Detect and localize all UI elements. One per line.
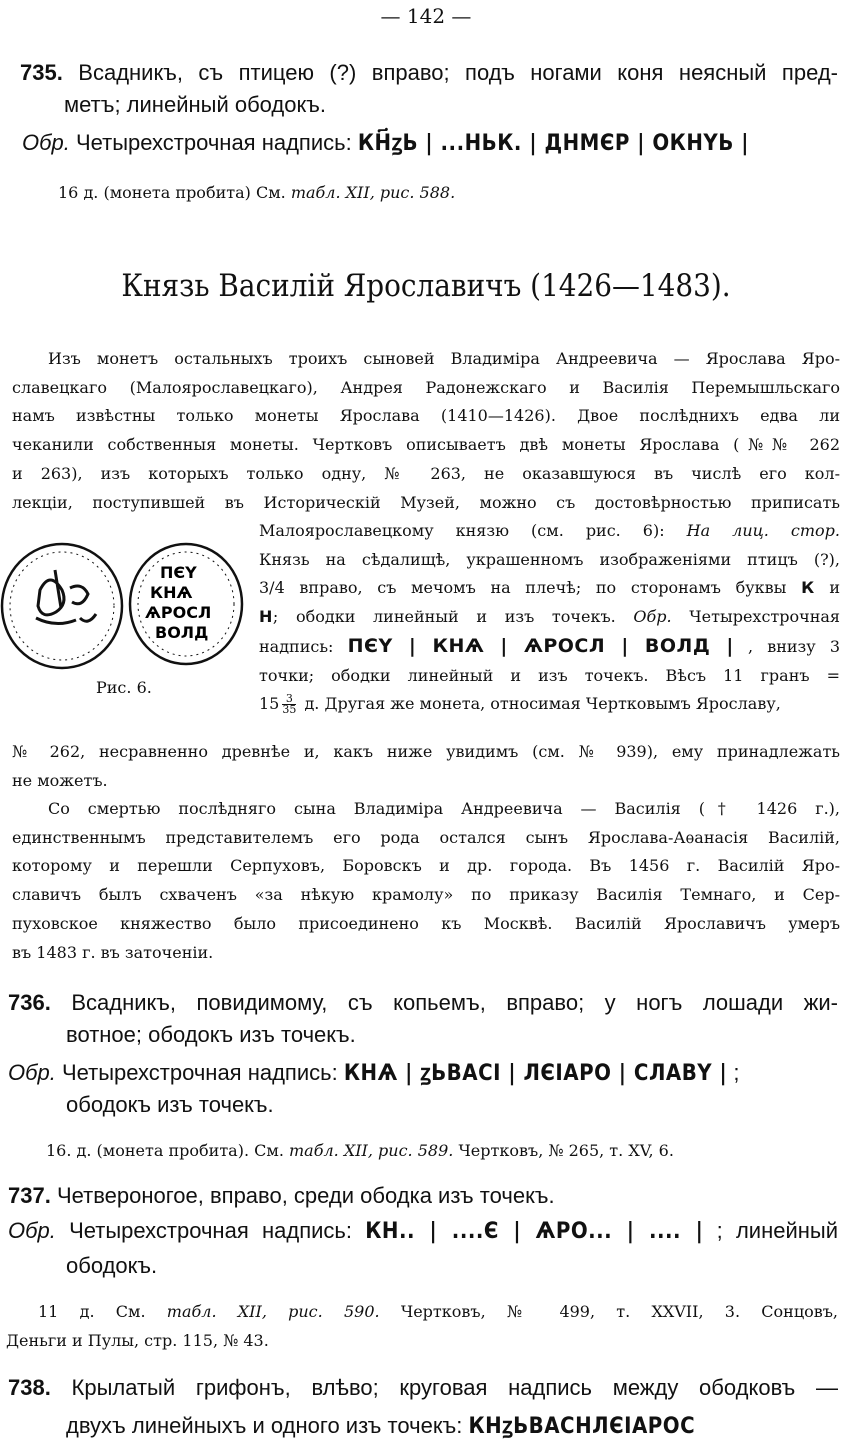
body-line: славецкаго (Малоярославецкаго), Андрея Радонежскаго и Василія Перемышльскаго — [12, 377, 840, 397]
body-italic: Обр. — [633, 607, 672, 627]
reference-table: табл. XII, рис. 588. — [290, 183, 456, 202]
body-line: славичъ былъ схваченъ «за нѣкую крамолу» по приказу Василія Темнаго, и Сер- — [12, 885, 840, 905]
entry-736-reference — [46, 1141, 674, 1160]
body-line — [259, 690, 840, 719]
body-line: точки; ободки линейный и изъ точекъ. Вѣсъ 11 гранъ = — [259, 665, 840, 685]
body-line: Со смертью послѣдняго сына Владиміра Андреевича — Василія († 1426 г.), — [48, 799, 840, 818]
body-paragraph-1 — [12, 345, 840, 517]
body-text: и — [829, 578, 840, 598]
entry-737-obverse — [8, 1218, 838, 1244]
entry-737-reference — [38, 1302, 838, 1321]
svg-text:ПЄҮ: ПЄҮ — [160, 563, 197, 582]
letter: Н — [259, 607, 273, 627]
reference-text: 11 д. См. — [38, 1302, 146, 1321]
body-paragraph-wrap — [259, 517, 840, 719]
obverse-label: Обр. — [8, 1218, 56, 1243]
reference-text: 16. д. (монета пробита). См. — [46, 1141, 284, 1160]
body-line: не можетъ. — [12, 770, 108, 790]
body-paragraph-tail — [12, 738, 840, 795]
entry-737-reference-line2: Деньги и Пулы, стр. 115, № 43. — [6, 1331, 269, 1350]
obverse-label: Обр. — [8, 1060, 56, 1085]
body-line: въ 1483 г. въ заточеніи. — [12, 942, 214, 962]
svg-text:ВОЛД: ВОЛД — [155, 623, 209, 642]
body-text: надпись: — [259, 636, 334, 656]
body-line: единственнымъ представителемъ его рода остался сынъ Ярослава-Аѳанасія Василій, — [12, 827, 840, 847]
body-paragraph-2 — [12, 795, 840, 967]
figure-caption: Рис. 6. — [96, 678, 152, 697]
body-text: , внизу 3 — [748, 636, 841, 656]
body-line: намъ извѣстны только монеты Ярослава (1410—1426). Двое послѣднихъ едва ли — [12, 406, 840, 426]
body-text: Четырехстрочная — [689, 607, 841, 627]
reference-text: 16 д. (монета пробита) См. — [58, 183, 286, 202]
letter: К — [801, 578, 815, 598]
entry-735-reference — [58, 183, 455, 202]
entry-738-line2 — [66, 1410, 695, 1440]
svg-text:КНѦ: КНѦ — [150, 583, 193, 602]
body-line — [259, 603, 840, 632]
inscription: КН҃ꙁЬ | ...НЬК. | ДНМЄР | ОКНҮЬ | — [357, 131, 749, 156]
obverse-tail: ; линейный — [716, 1218, 839, 1243]
weight-denominator: 35 — [282, 703, 297, 717]
body-line — [259, 517, 840, 546]
body-line: которому и перешли Серпуховъ, Боровскъ и др. города. Въ 1456 г. Василій Яро- — [12, 856, 840, 876]
entry-736-line2: вотное; ободокъ изъ точекъ. — [66, 1022, 356, 1047]
reference-text: Чертковъ, № 265, т. XV, 6. — [458, 1141, 674, 1160]
body-line: пуховское княжество было присоединено къ Москвѣ. Василій Ярославичъ умеръ — [12, 913, 840, 933]
body-line: № 262, несравненно древнѣе и, какъ ниже увидимъ (см. № 939), ему принадлежать — [12, 742, 840, 761]
body-text: д. Другая же монета, относимая Чертковымъ Ярославу, — [304, 694, 781, 714]
entry-737-line1 — [8, 1183, 555, 1209]
svg-text:ѦРОСЛ: ѦРОСЛ — [145, 603, 212, 622]
body-line: Князь на сѣдалищѣ, украшенномъ изображеніями птицъ (?), — [259, 549, 840, 569]
inscription: КН.. | ....Є | ѦРО... | .... | — [365, 1219, 704, 1244]
coin-reverse — [130, 544, 242, 664]
entry-737-line3: ободокъ. — [66, 1253, 158, 1278]
reference-table: табл. XII, рис. 590. — [166, 1302, 380, 1321]
entry-736-obverse — [8, 1057, 739, 1087]
reference-text: Чертковъ, № 499, т. XXVII, 3. Сонцовъ, — [400, 1302, 839, 1321]
entry-text: Всадникъ, съ птицею (?) вправо; подъ ногами коня неясный пред- — [78, 60, 838, 85]
entry-text: двухъ линейныхъ и одного изъ точекъ: — [66, 1413, 463, 1438]
entry-736-line4: ободокъ изъ точекъ. — [66, 1092, 274, 1117]
obverse-text: Четырехстрочная надпись: — [69, 1218, 352, 1243]
weight-numerator: 3 — [282, 694, 296, 705]
body-text: Малоярославецкому князю (см. рис. 6): — [259, 521, 665, 540]
entry-number: 737. — [8, 1183, 51, 1208]
body-line: и 263), изъ которыхъ только одну, № 263, не оказавшуюся въ числѣ его кол- — [12, 463, 840, 483]
inscription: КНꙁЬВАСНЛЄІАРОС — [468, 1414, 696, 1439]
entry-738-line1 — [8, 1375, 838, 1401]
weight-whole: 15 — [259, 694, 280, 714]
entry-735-line1 — [20, 60, 838, 86]
body-line — [259, 632, 840, 662]
fraction: 3/4 — [259, 578, 285, 598]
obverse-text: Четырехстрочная надпись: — [61, 1060, 338, 1085]
obverse-text: Четырехстрочная надпись: — [75, 130, 352, 155]
obverse-label: Обр. — [22, 130, 70, 155]
coin-illustration — [0, 530, 245, 675]
body-line: лекціи, поступившей въ Историческій Музей, можно съ достовѣрностью приписать — [12, 492, 840, 512]
entry-text: Четвероногое, вправо, среди ободка изъ точекъ. — [56, 1183, 555, 1208]
obverse-tail: ; — [733, 1060, 740, 1085]
entry-text: Крылатый грифонъ, влѣво; круговая надпись между ободковъ — — [71, 1375, 838, 1400]
body-text: ; ободки линейный и изъ точекъ. — [272, 607, 616, 627]
inscription: ПЄҮ | КНѦ | ѦРОСЛ | ВОЛД | — [347, 634, 734, 657]
coin-figure — [0, 530, 245, 679]
body-line — [259, 574, 840, 603]
body-line: Изъ монетъ остальныхъ троихъ сыновей Владиміра Андреевича — Ярослава Яро- — [48, 349, 840, 368]
entry-text: Всадникъ, повидимому, съ копьемъ, вправо; у ногъ лошади жи- — [71, 990, 838, 1015]
coin-obverse — [2, 544, 122, 668]
section-heading: Князь Василій Ярославичъ (1426—1483). — [121, 268, 731, 304]
entry-number: 735. — [20, 60, 63, 85]
entry-number: 736. — [8, 990, 51, 1015]
entry-735-line2: метъ; линейный ободокъ. — [64, 92, 326, 117]
entry-736-line1 — [8, 990, 838, 1016]
reference-table: табл. XII, рис. 589. — [289, 1141, 454, 1160]
page-number: — 142 — — [380, 4, 472, 28]
entry-number: 738. — [8, 1375, 51, 1400]
body-text: вправо, съ мечомъ на плечѣ; по сторонамъ буквы — [299, 578, 787, 598]
inscription: КНѦ | ꙁЬВАСІ | ЛЄІАРО | СЛАВҮ | — [343, 1061, 728, 1086]
body-italic: На лиц. стор. — [686, 521, 841, 540]
entry-735-obverse — [22, 127, 749, 157]
body-line: чеканили собственныя монеты. Чертковъ описываетъ двѣ монеты Ярослава (№№ 262 — [12, 435, 840, 455]
